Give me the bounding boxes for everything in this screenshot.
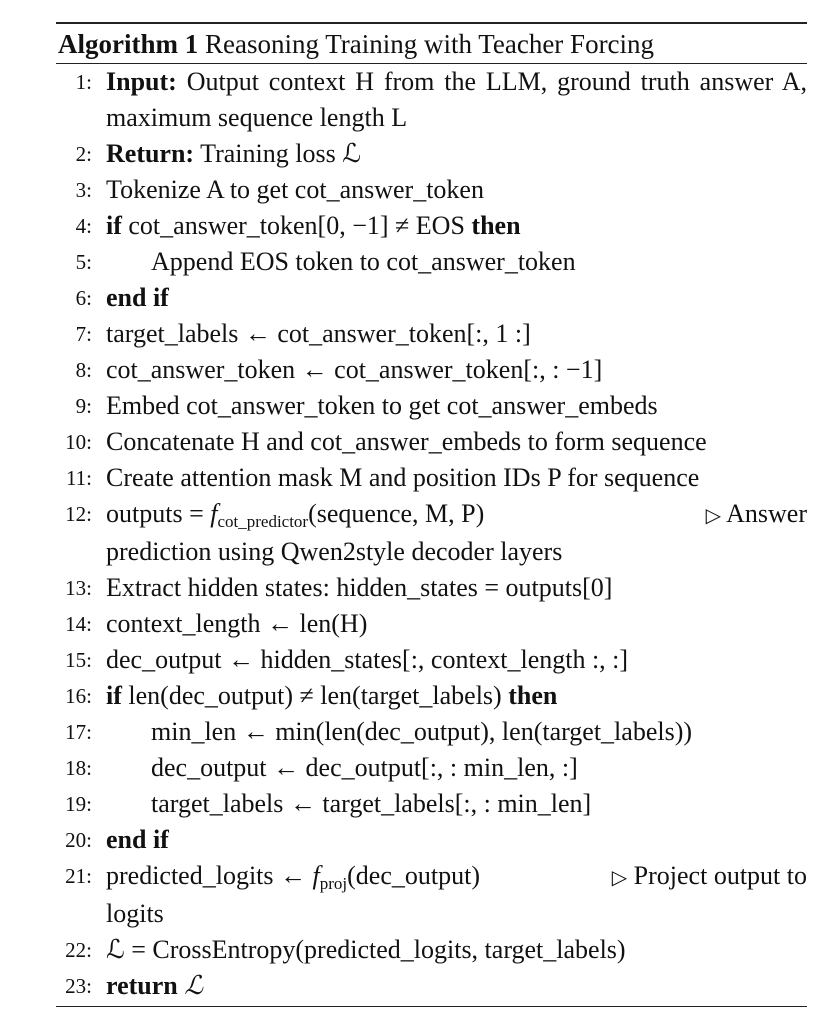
line-text: cot_answer_token ← cot_answer_token[:, : −1] — [106, 355, 603, 384]
line-text: ℒ — [184, 971, 203, 1001]
caption-title: Reasoning Training with Teacher Forcing — [204, 29, 655, 59]
line-comment-continued: prediction using Qwen2style decoder layers — [106, 537, 563, 566]
caption-label: Algorithm 1 — [58, 29, 199, 59]
keyword: return — [106, 971, 178, 1000]
line-text: target_labels ← target_labels[:, : min_len] — [151, 789, 592, 818]
algorithm-block — [56, 22, 807, 1007]
algorithm-line — [56, 352, 807, 388]
line-number: 3: — [75, 178, 92, 202]
keyword-then: then — [471, 211, 521, 240]
line-number: 14: — [65, 612, 92, 636]
algorithm-line — [56, 244, 807, 280]
algorithm-line — [56, 388, 807, 424]
line-number: 12: — [65, 502, 92, 526]
keyword: if — [106, 211, 122, 240]
line-text: ℒ = CrossEntropy(predicted_logits, target_labels) — [106, 935, 626, 964]
algorithm-line — [56, 570, 807, 606]
line-number: 8: — [75, 358, 92, 382]
line-number: 20: — [65, 828, 92, 852]
algorithm-line — [56, 678, 807, 714]
line-number: 7: — [75, 322, 92, 346]
algorithm-line — [56, 460, 807, 496]
algorithm-line — [56, 208, 807, 244]
line-text: predicted_logits ← $f_{proj}(dec\_output)$ — [106, 861, 480, 893]
keyword: if — [106, 681, 122, 710]
algorithm-line — [56, 316, 807, 352]
keyword: end if — [106, 825, 169, 854]
algorithm-line — [56, 968, 807, 1004]
line-number: 10: — [65, 430, 92, 454]
algorithm-line — [56, 606, 807, 642]
algorithm-line — [56, 280, 807, 316]
bottom-rule — [56, 1006, 807, 1007]
line-text: dec_output ← dec_output[:, : min_len, :] — [151, 753, 578, 782]
line-number: 5: — [75, 250, 92, 274]
line-number: 21: — [65, 864, 92, 888]
algorithm-line — [56, 750, 807, 786]
line-text: context_length ← len(H) — [106, 609, 368, 638]
line-comment: ▷ Answer — [705, 499, 807, 528]
keyword: end if — [106, 283, 169, 312]
line-number: 1: — [75, 70, 92, 94]
algorithm-line — [56, 424, 807, 460]
line-number: 4: — [75, 214, 92, 238]
keyword: Return: — [106, 139, 195, 168]
line-number: 15: — [65, 648, 92, 672]
line-number: 22: — [65, 938, 92, 962]
line-text: min_len ← min(len(dec_output), len(target_labels)) — [151, 717, 693, 746]
algorithm-caption — [56, 24, 807, 63]
line-text: cot_answer_token[0, −1] ≠ EOS — [128, 211, 465, 240]
line-comment-continued: logits — [106, 899, 164, 928]
line-number: 9: — [75, 394, 92, 418]
algorithm-line — [56, 714, 807, 750]
line-number: 23: — [65, 974, 92, 998]
line-number: 16: — [65, 684, 92, 708]
line-number: 18: — [65, 756, 92, 780]
line-text: Tokenize A to get cot_answer_token — [106, 175, 484, 204]
line-number: 2: — [75, 142, 92, 166]
line-text: Append EOS token to cot_answer_token — [151, 247, 576, 276]
algorithm-line — [56, 136, 807, 172]
line-text: Embed cot_answer_token to get cot_answer_embeds — [106, 391, 658, 420]
algorithm-line — [56, 932, 807, 968]
line-text: Extract hidden states: hidden_states = outputs[0] — [106, 573, 613, 602]
algorithm-line — [56, 64, 807, 136]
line-text: Training loss ℒ — [200, 139, 361, 168]
algorithm-line — [56, 642, 807, 678]
algorithm-line — [56, 858, 807, 932]
line-text: Output context H from the LLM, ground truth answer A, maximum sequence length L — [106, 67, 808, 132]
algorithm-line — [56, 822, 807, 858]
algorithm-line — [56, 786, 807, 822]
line-number: 11: — [65, 466, 92, 490]
keyword: Input: — [106, 67, 177, 96]
line-text: outputs = $f_{cot\_predictor}(sequence$, M, P) — [106, 499, 485, 531]
comment-triangle-icon: ▷ — [705, 505, 722, 527]
line-text: Concatenate H and cot_answer_embeds to form sequence — [106, 427, 707, 456]
algorithm-line — [56, 496, 807, 570]
line-number: 19: — [65, 792, 92, 816]
keyword-then: then — [508, 681, 558, 710]
algorithm-line — [56, 172, 807, 208]
line-number: 17: — [65, 720, 92, 744]
line-text: len(dec_output) ≠ len(target_labels) — [128, 681, 502, 710]
line-comment: ▷ Project output to — [611, 861, 807, 890]
line-text: Create attention mask M and position IDs P for sequence — [106, 463, 700, 492]
line-text: target_labels ← cot_answer_token[:, 1 :] — [106, 319, 531, 348]
comment-triangle-icon: ▷ — [611, 867, 628, 889]
line-number: 13: — [65, 576, 92, 600]
line-number: 6: — [75, 286, 92, 310]
line-text: dec_output ← hidden_states[:, context_length :, :] — [106, 645, 629, 674]
